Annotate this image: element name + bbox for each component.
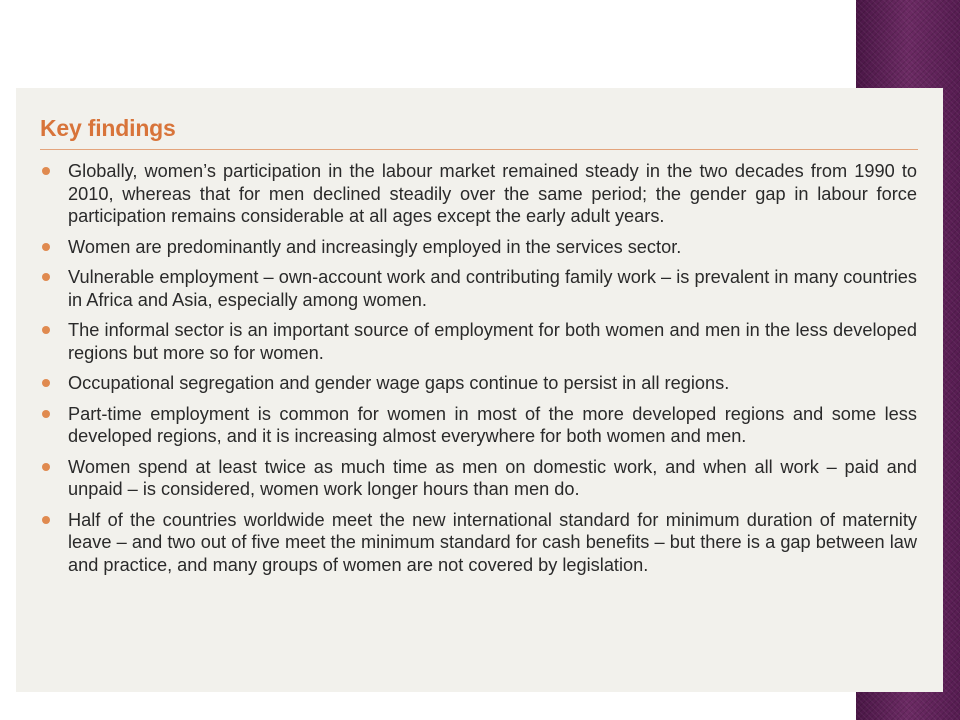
findings-list bbox=[40, 160, 917, 576]
panel-heading: Key findings bbox=[40, 115, 176, 141]
bullet-icon bbox=[42, 410, 50, 418]
bullet-icon bbox=[42, 243, 50, 251]
finding-text: Women are predominantly and increasingly employed in the services sector. bbox=[68, 236, 682, 257]
finding-text: Occupational segregation and gender wage gaps continue to persist in all regions. bbox=[68, 373, 730, 393]
list-item bbox=[40, 319, 917, 364]
list-item bbox=[40, 160, 917, 228]
bullet-icon bbox=[42, 167, 50, 175]
list-item bbox=[40, 266, 917, 311]
bullet-icon bbox=[42, 379, 50, 387]
finding-text: Half of the countries worldwide meet the new international standard for minimum duration of maternity leave – and two out of five meet the minimum standard for cash benefits – but there is a gap between law and practice, and many groups of women are not covered by legislation. bbox=[68, 509, 917, 575]
finding-text: Part-time employment is common for women in most of the more developed regions and some less developed regions, and it is increasing almost everywhere for both women and men. bbox=[68, 403, 917, 446]
list-item bbox=[40, 403, 917, 448]
finding-text: Vulnerable employment – own-account work and contributing family work – is prevalent in many countries in Africa and Asia, especially among women. bbox=[68, 267, 917, 310]
finding-text: The informal sector is an important source of employment for both women and men in the less developed regions but more so for women. bbox=[68, 320, 917, 363]
key-findings-panel bbox=[16, 88, 943, 692]
bullet-icon bbox=[42, 273, 50, 281]
heading-divider bbox=[40, 149, 918, 150]
list-item bbox=[40, 372, 917, 395]
bullet-icon bbox=[42, 463, 50, 471]
list-item bbox=[40, 456, 917, 501]
list-item bbox=[40, 509, 917, 577]
finding-text: Globally, women’s participation in the labour market remained steady in the two decades from 1990 to 2010, whereas that for men declined steadily over the same period; the gender gap in labour force participation remains considerable at all ages except the early adult years. bbox=[68, 161, 917, 226]
bullet-icon bbox=[42, 326, 50, 334]
finding-text: Women spend at least twice as much time as men on domestic work, and when all work – paid and unpaid – is considered, women work longer hours than men do. bbox=[68, 456, 917, 499]
list-item bbox=[40, 236, 917, 259]
bullet-icon bbox=[42, 516, 50, 524]
